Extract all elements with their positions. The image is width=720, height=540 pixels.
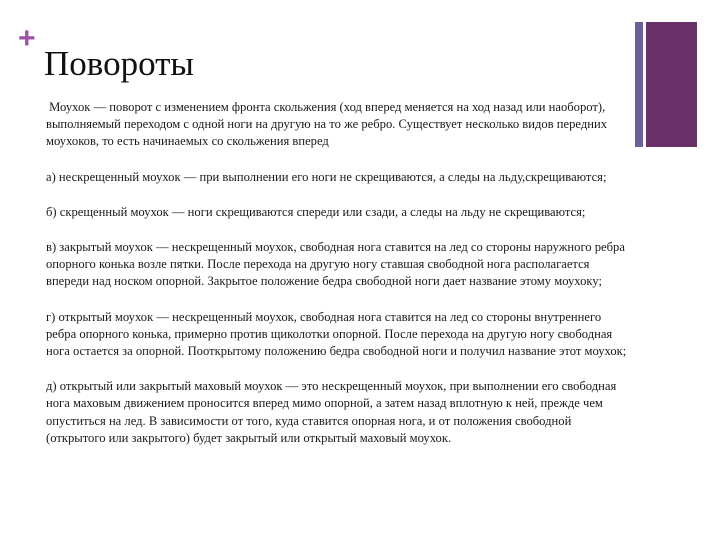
decorative-bar-thin [635, 22, 643, 147]
slide-body [46, 99, 628, 465]
list-item-a: а) нескрещенный моухок — при выполнении его ноги не скрещиваются, а следы на льду,скрещиваются; [46, 169, 607, 184]
decorative-bar-main [646, 22, 697, 147]
plus-icon: + [18, 22, 36, 55]
list-item-b: б) скрещенный моухок — ноги скрещиваются спереди или сзади, а следы на льду не скрещиваются; [46, 204, 586, 219]
slide-title: Повороты [44, 44, 194, 83]
list-item-v: в) закрытый моухок — нескрещенный моухок, свободная нога ставится на лед со стороны наружного ребра опорного конька возле пятки. После перехода на другую ногу ставшая свободной нога располагается впереди над носком опорной. Закрытое положение бедра свободной ноги дает название этому моухоку; [46, 240, 625, 289]
list-item-g: г) открытый моухок — нескрещенный моухок, свободная нога ставится на лед со стороны внутреннего ребра опорного конька, примерно против щиколотки опорной. После перехода на другую ногу свободная нога остается за опорной. Пооткрытому положению бедра свободной ноги и получил название этот моухок; [46, 309, 627, 359]
intro-paragraph: Моухок — поворот с изменением фронта скольжения (ход вперед меняется на ход назад или наоборот), выполняемый переходом с одной ноги на другую на то же ребро. Существует несколько видов передних моухоков, то есть начинаемых со скольжения вперед [46, 100, 611, 149]
list-item-d: д) открытый или закрытый маховый моухок — это нескрещенный моухок, при выполнении его свободная нога маховым движением проносится вперед мимо опорной, а затем назад вплотную к ней, прежде чем опуститься на лед. В зависимости от того, куда ставится опорная нога, и от положения свободной (открытого или закрытого) будет закрытый или открытый маховый моухок. [46, 379, 617, 445]
